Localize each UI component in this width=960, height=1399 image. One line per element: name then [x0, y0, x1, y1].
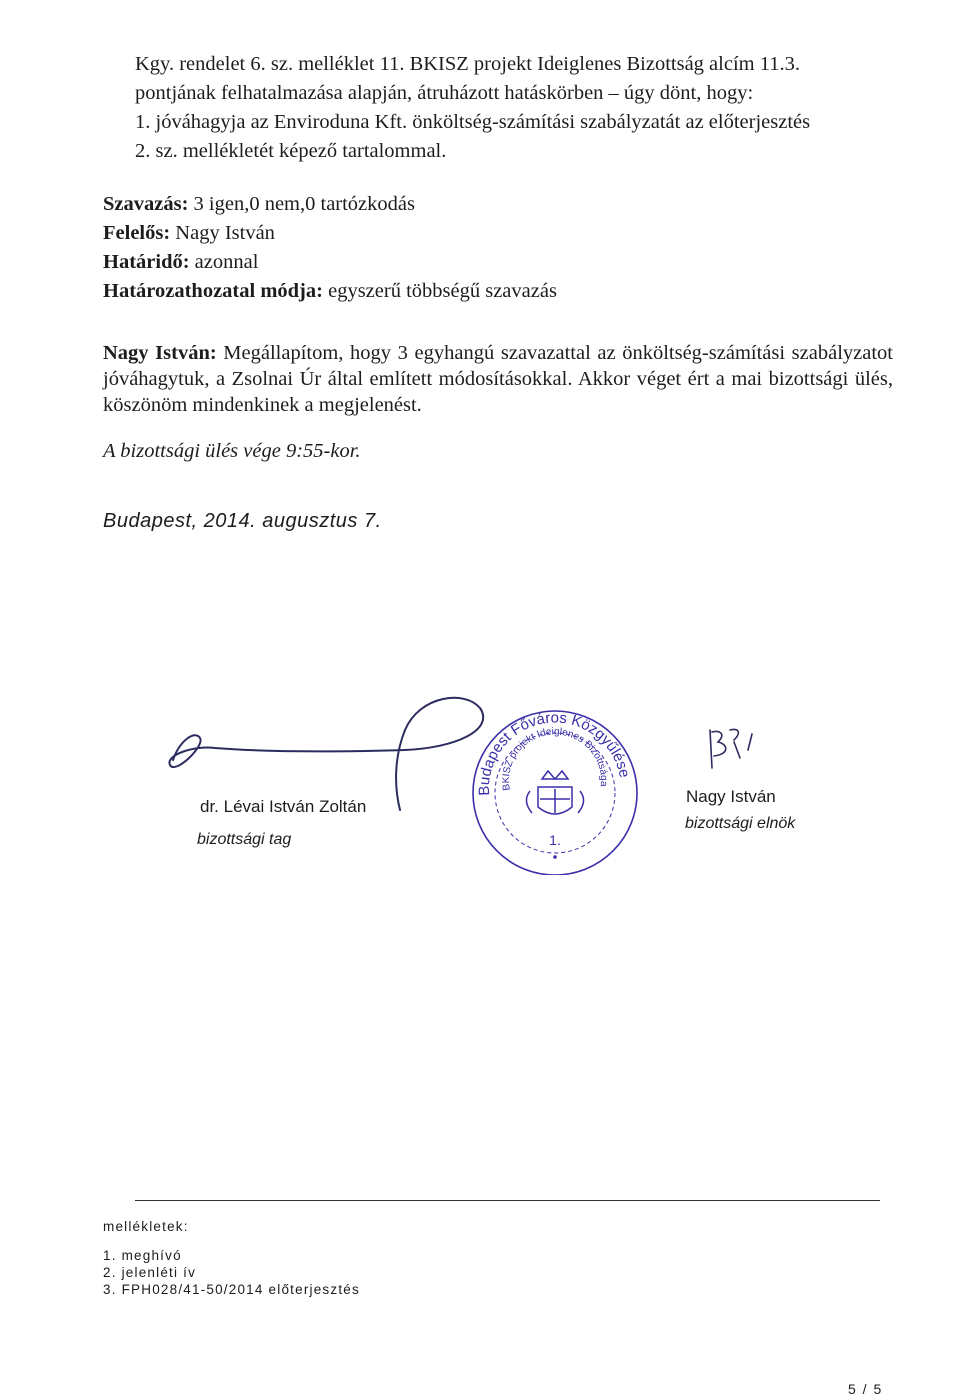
- attachments-heading: mellékletek:: [103, 1219, 189, 1234]
- official-stamp: [470, 705, 640, 875]
- deadline-line: [103, 248, 557, 277]
- vote-result-line: [103, 190, 557, 219]
- stamp-inner-text: BKISZ projekt Ideiglenes Bizottsága: [500, 726, 610, 792]
- attachment-item: 1. meghívó: [103, 1248, 182, 1263]
- signer-right-role: bizottsági elnök: [685, 815, 796, 832]
- coat-of-arms-icon: [526, 771, 583, 814]
- closing-speaker: Nagy István:: [103, 342, 217, 364]
- stamp-dot: [553, 855, 557, 859]
- signer-left-name: dr. Lévai István Zoltán: [200, 797, 367, 816]
- signer-right-name: Nagy István: [686, 787, 776, 806]
- deadline-label: Határidő:: [103, 251, 190, 273]
- attachment-item: 3. FPH028/41-50/2014 előterjesztés: [103, 1282, 360, 1297]
- vote-value: 3 igen,0 nem,0 tartózkodás: [188, 193, 415, 215]
- stamp-number: 1.: [549, 832, 561, 848]
- decision-method-line: [103, 277, 557, 306]
- meeting-end-time: A bizottsági ülés vége 9:55-kor.: [103, 440, 361, 462]
- attachments-list: [103, 1218, 360, 1298]
- vote-label: Szavazás:: [103, 193, 189, 215]
- responsible-value: Nagy István: [170, 222, 275, 244]
- handwritten-signature-right: [700, 720, 760, 780]
- decision-method-label: Határozathozatal módja:: [103, 280, 323, 302]
- place-date: Budapest, 2014. augusztus 7.: [103, 510, 382, 532]
- closing-text: Megállapítom, hogy 3 egyhangú szavazattal az önköltség-számítási szabályzatot jóváhagytuk, a Zsolnai Úr által említett módosításokkal. Akkor véget ért a mai bizottsági ülés, köszönöm mindenkinek a megjelenést.: [103, 342, 893, 416]
- attachment-item: 2. jelenléti ív: [103, 1265, 197, 1280]
- decision-line: pontjának felhatalmazása alapján, átruházott hatáskörben – úgy dönt, hogy:: [135, 82, 754, 104]
- decision-paragraph: [135, 50, 895, 166]
- closing-statement: [103, 340, 893, 418]
- signer-left-role: bizottsági tag: [197, 831, 292, 848]
- decision-line: Kgy. rendelet 6. sz. melléklet 11. BKISZ projekt Ideiglenes Bizottság alcím 11.3.: [135, 53, 800, 75]
- decision-method-value: egyszerű többségű szavazás: [322, 280, 557, 302]
- decision-line: 1. jóváhagyja az Enviroduna Kft. önköltség-számítási szabályzatát az előterjesztés: [135, 111, 811, 133]
- footer-divider: [135, 1200, 880, 1201]
- stamp-outer-text: Budapest Főváros Közgyűlése: [475, 709, 634, 796]
- vote-block: [103, 190, 557, 306]
- decision-line: 2. sz. mellékletét képező tartalommal.: [135, 140, 447, 162]
- page-number: 5 / 5: [848, 1381, 883, 1397]
- deadline-value: azonnal: [189, 251, 259, 273]
- responsible-line: [103, 219, 557, 248]
- responsible-label: Felelős:: [103, 222, 171, 244]
